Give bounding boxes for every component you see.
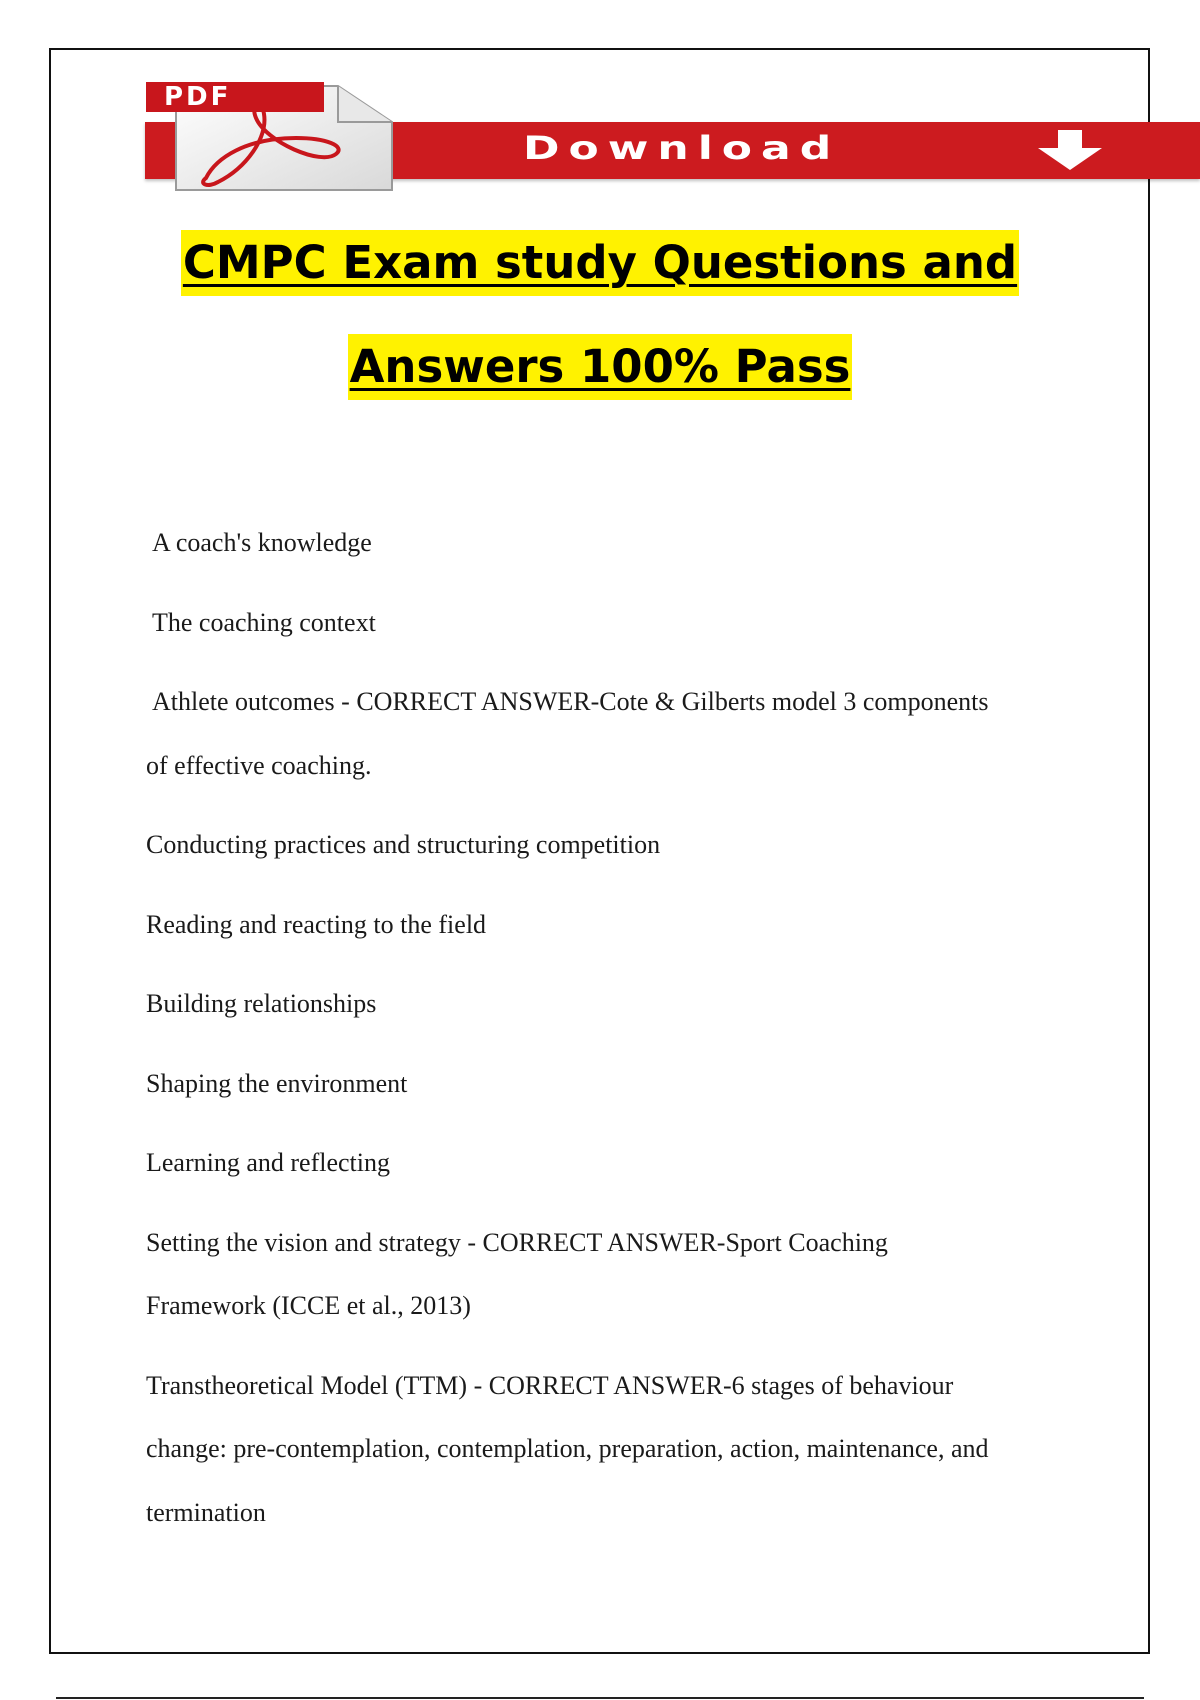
content-line: Transtheoretical Model (TTM) - CORRECT ANSWER-6 stages of behaviour (146, 1371, 954, 1400)
content-line: Building relationships (146, 989, 377, 1018)
content-line: Framework (ICCE et al., 2013) (146, 1291, 471, 1320)
content-line: Athlete outcomes - CORRECT ANSWER-Cote & Gilberts model 3 components (152, 687, 989, 716)
content-line: of effective coaching. (146, 751, 372, 780)
download-label: Download (523, 130, 841, 167)
content-line: Learning and reflecting (146, 1148, 390, 1177)
content-line: Shaping the environment (146, 1069, 408, 1098)
title-line-1: CMPC Exam study Questions and (181, 230, 1019, 296)
title-line-2: Answers 100% Pass (348, 334, 853, 400)
footer-divider (56, 1697, 1144, 1699)
content-line: Conducting practices and structuring competition (146, 830, 661, 859)
content-line: A coach's knowledge (152, 528, 372, 557)
content-line: change: pre-contemplation, contemplation, preparation, action, maintenance, and (146, 1434, 989, 1463)
content-line: termination (146, 1498, 266, 1527)
content-line: Reading and reacting to the field (146, 910, 487, 939)
pdf-label: PDF (146, 82, 324, 112)
content-line: Setting the vision and strategy - CORRECT ANSWER-Sport Coaching (146, 1228, 888, 1257)
content-line: The coaching context (152, 608, 376, 637)
